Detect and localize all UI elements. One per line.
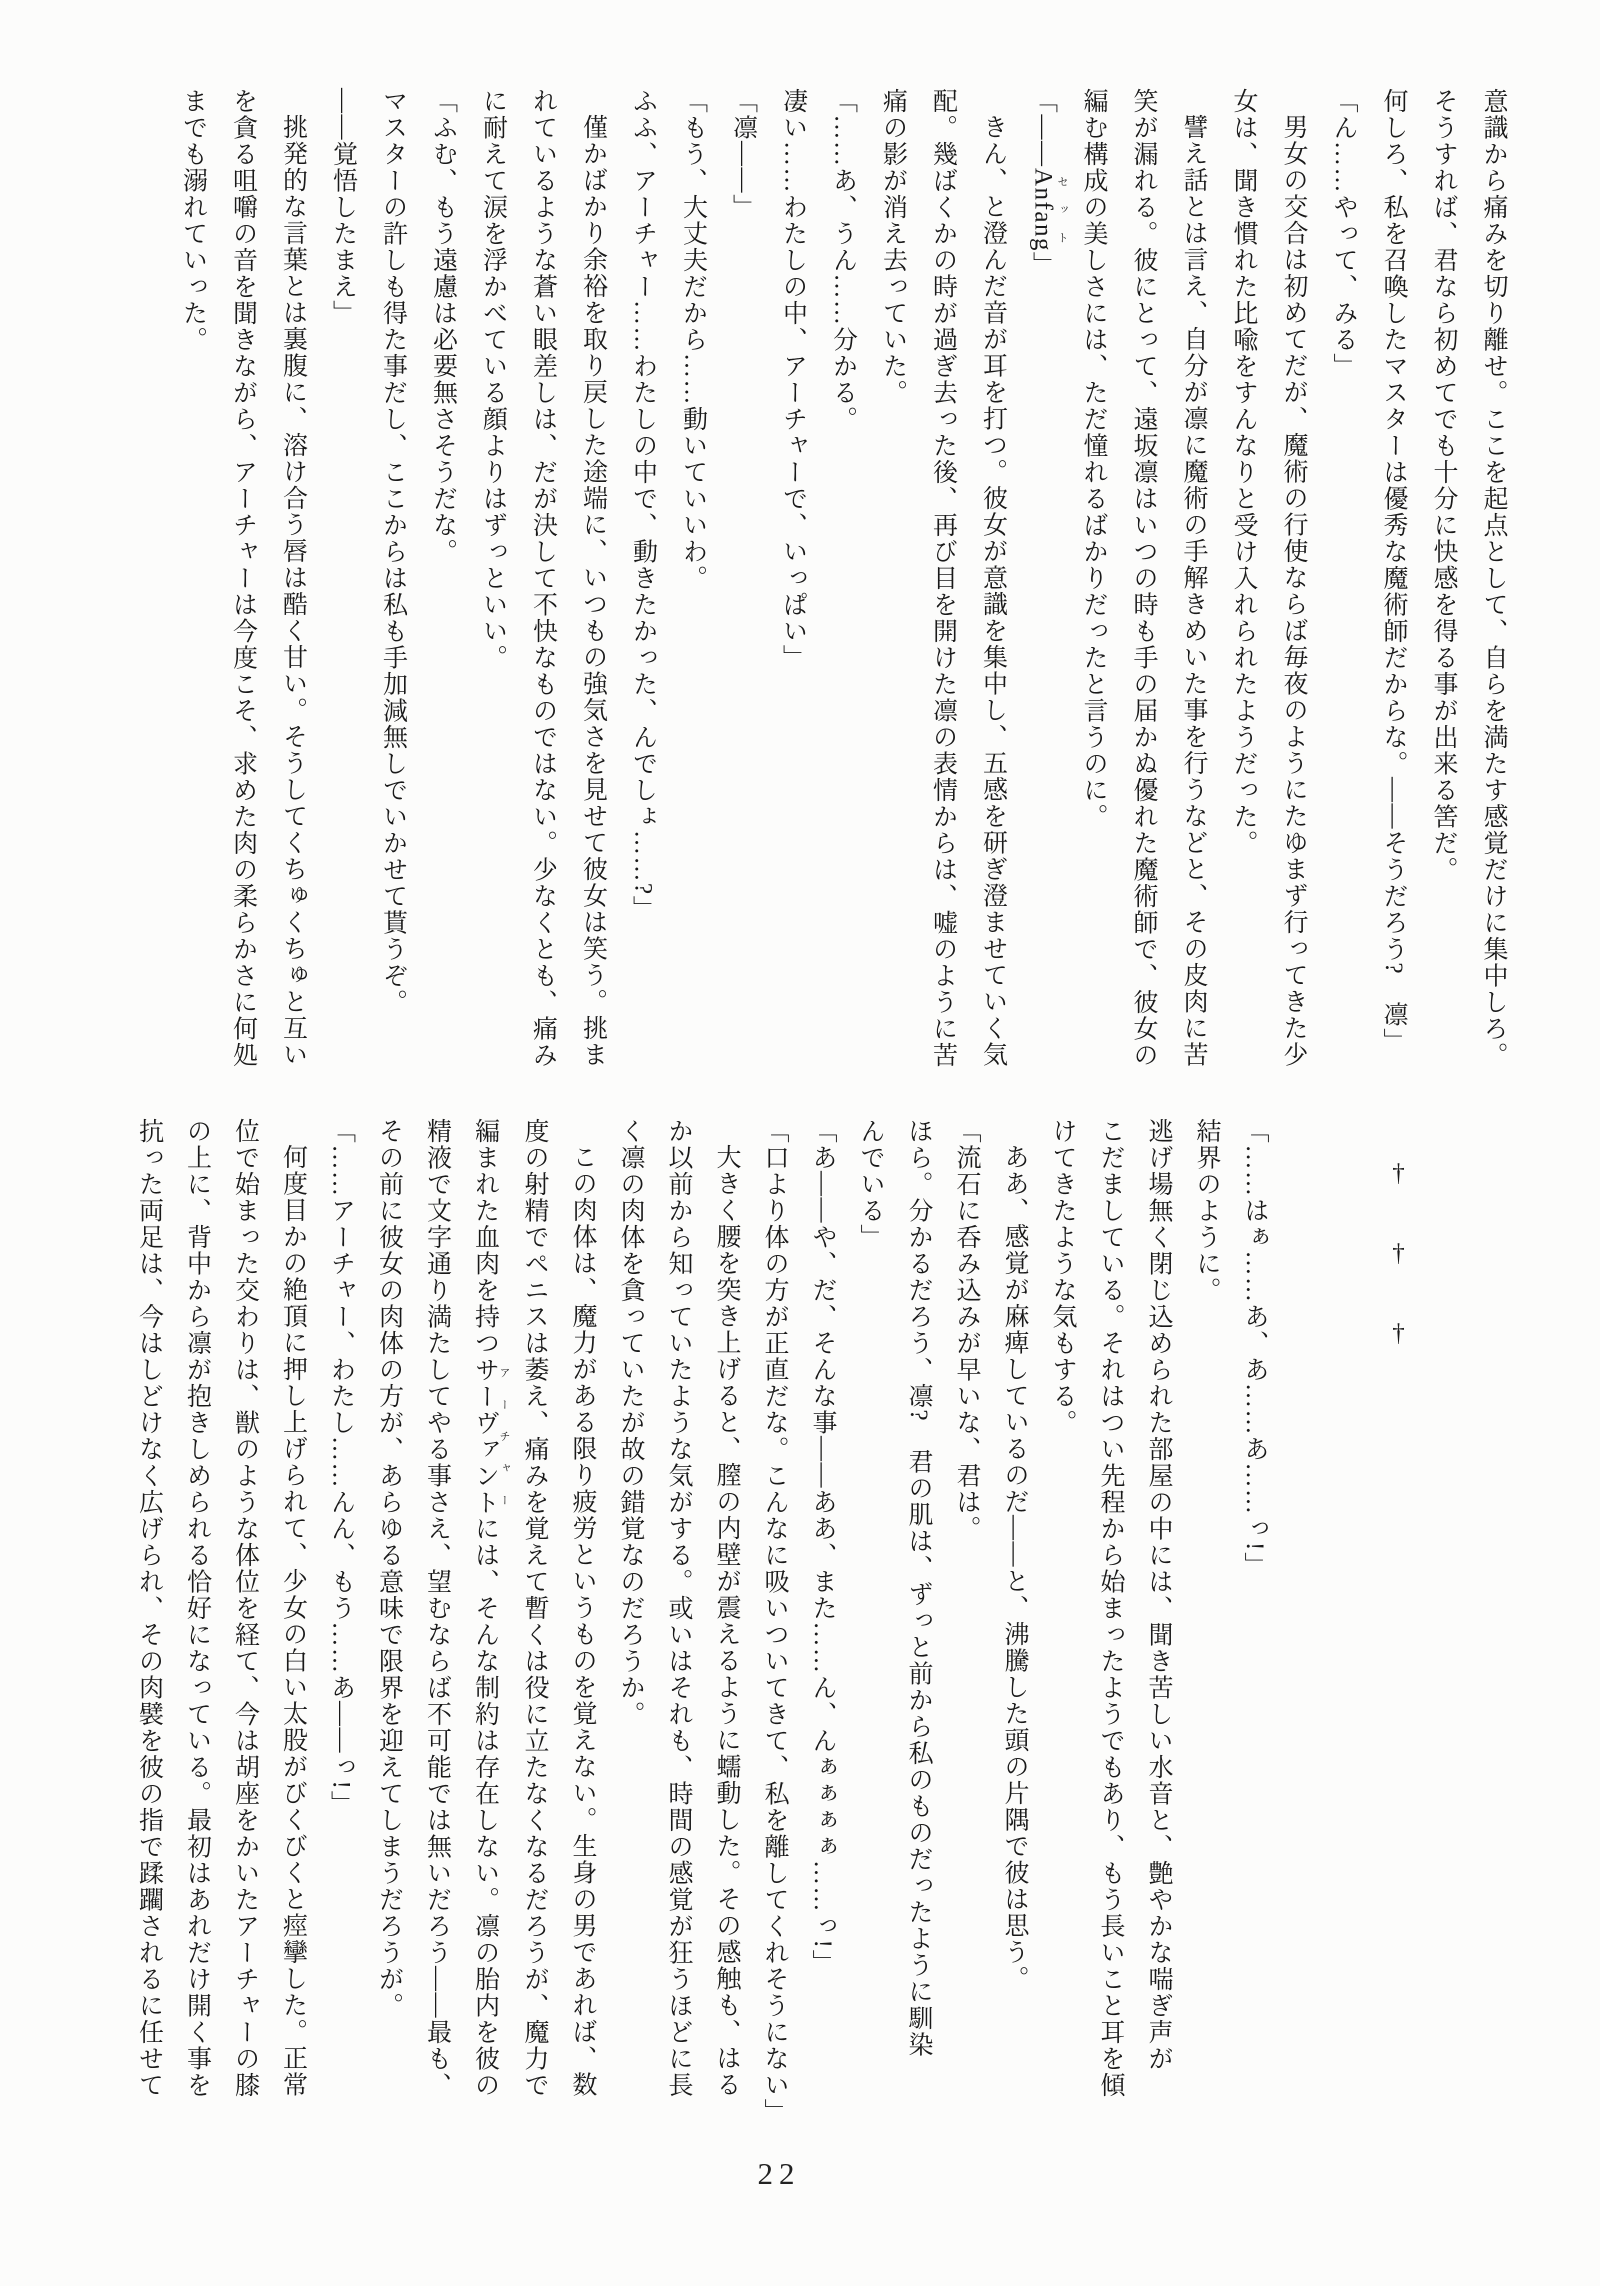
- blank-column: [1278, 1118, 1326, 2154]
- text-column: 笑が漏れる。彼にとって、遠坂凛はいつの時も手の届かぬ優れた魔術師で、彼女の: [1130, 88, 1157, 1069]
- text-column: を貪る咀嚼の音を聞きながら、アーチャーは今度こそ、求めた肉の柔らかさに何処: [229, 88, 257, 1069]
- text-column: きん、と澄んだ音が耳を打つ。彼女が意識を集中し、五感を研ぎ澄ませていく気: [979, 114, 1007, 1068]
- blank-column: [1326, 1118, 1374, 2154]
- text-column: そうすれば、君なら初めてでも十分に快感を得る事が出来る筈だ。: [1430, 88, 1457, 883]
- text-column: ほら。分かるだろう、凛? 君の肌は、ずっと前から私のものだったように馴染: [905, 1118, 932, 2059]
- text-column: 男女の交合は初めてだが、魔術の行使ならば毎夜のようにたゆまず行ってきた少: [1280, 114, 1307, 1068]
- text-column: 度の射精でペニスは萎え、痛みを覚えて暫くは役に立たなくなるだろうが、魔力で: [521, 1118, 548, 2099]
- text-column: マスターの許しも得た事だし、ここからは私も手加減無しでいかせて貰うぞ。: [379, 88, 407, 1016]
- text-column: 配。幾ばくかの時が過ぎ去った後、再び目を開けた凛の表情からは、嘘のように苦: [929, 88, 957, 1069]
- text-column: 「もう、大丈夫だから……動いていいわ。: [679, 88, 707, 592]
- text-block-top: [168, 88, 1519, 1068]
- text-column: の上に、背中から凛が抱きしめられる恰好になっている。最初はあれだけ開く事を: [183, 1118, 211, 2099]
- text-column: 「流石に呑み込みが早いな、君は。: [953, 1118, 980, 1542]
- text-column: 編まれた血肉を持つサーヴァント アーチャーには、そんな制約は存在しない。凛の胎内を彼の: [471, 1118, 510, 2099]
- text-column: この肉体は、魔力がある限り疲労というものを覚えない。生身の男であれば、数: [569, 1144, 596, 2098]
- text-column: 精液で文字通り満たしてやる事さえ、望むならば不可能では無いだろう――最も、: [423, 1118, 451, 2099]
- text-column: 何しろ、私を召喚したマスターは優秀な魔術師だからな。――そうだろう? 凛」: [1380, 88, 1407, 1055]
- text-column: んでいる」: [857, 1118, 884, 1251]
- text-column: か以前から知っていたような気がする。或いはそれも、時間の感覚が狂うほどに長: [665, 1118, 692, 2099]
- text-column: けてきたような気もする。: [1049, 1118, 1076, 1436]
- text-column: 「――Anfang セット」: [1029, 88, 1068, 278]
- text-column: に耐えて涙を浮かべている顔よりはずっといい。: [479, 88, 507, 671]
- text-column: 痛の影が消え去っていた。: [879, 88, 907, 406]
- section-separator: † † †: [1385, 1160, 1412, 1361]
- text-column: 意識から痛みを切り離せ。ここを起点として、自らを満たす感覚だけに集中しろ。: [1480, 88, 1507, 1069]
- text-column: 位で始まった交わりは、獣のような体位を経て、今は胡座をかいたアーチャーの膝: [231, 1118, 259, 2099]
- text-column: 譬え話とは言え、自分が凛に魔術の手解きめいた事を行うなどと、その皮肉に苦: [1180, 114, 1207, 1068]
- blank-column: [1470, 1118, 1518, 2154]
- text-column: ああ、感覚が麻痺しているのだ――と、沸騰した頭の片隅で彼は思う。: [1001, 1144, 1028, 1992]
- text-block-bottom: [125, 1118, 1519, 2154]
- text-column: までも溺れていった。: [179, 88, 207, 353]
- text-column: 「口より体の方が正直だな。こんなに吸いついてきて、私を離してくれそうにない」: [761, 1118, 788, 2125]
- text-column: れているような蒼い眼差しは、だが決して不快なものではない。少なくとも、痛み: [529, 88, 557, 1069]
- text-column: 「……あ、うん……分かる。: [829, 88, 857, 433]
- text-column: その前に彼女の肉体の方が、あらゆる意味で限界を迎えてしまうだろうが。: [375, 1118, 403, 2019]
- text-column: 抗った両足は、今はしどけなく広げられ、その肉襞を彼の指で蹂躙されるに任せて: [135, 1118, 163, 2099]
- blank-column: [1422, 1118, 1470, 2154]
- text-column: 大きく腰を突き上げると、膣の内壁が震えるように蠕動した。その感触も、はる: [713, 1144, 740, 2098]
- page-number: 22: [757, 2156, 801, 2191]
- text-column: 「ふむ、もう遠慮は必要無さそうだな。: [429, 88, 457, 565]
- text-column: 挑発的な言葉とは裏腹に、溶け合う唇は酷く甘い。そうしてくちゅくちゅと互い: [279, 114, 307, 1068]
- text-column: 「……アーチャー、わたし……んん、もう……あ――っ!」: [327, 1118, 355, 1817]
- text-column: 逃げ場無く閉じ込められた部屋の中には、聞き苦しい水音と、艶やかな喘ぎ声が: [1145, 1118, 1172, 2072]
- text-column: ふふ、アーチャー……わたしの中で、動きたかった、んでしょ……?」: [629, 88, 657, 923]
- text-column: 結界のように。: [1193, 1118, 1220, 1304]
- text-column: 編む構成の美しさには、ただ憧れるばかりだったと言うのに。: [1080, 88, 1107, 830]
- text-column: ――覚悟したまえ」: [329, 88, 357, 327]
- text-column: 女は、聞き慣れた比喩をすんなりと受け入れられたようだった。: [1230, 88, 1257, 857]
- text-column: 「あ――や、だ、そんな事――ああ、また……ん、んぁぁぁぁ……っ!」: [809, 1118, 836, 1976]
- text-column: く凛の肉体を貪っていたが故の錯覚なのだろうか。: [617, 1118, 644, 1728]
- text-column: 凄い……わたしの中、アーチャーで、いっぱい」: [779, 88, 807, 671]
- text-column: 何度目かの絶頂に押し上げられて、少女の白い太股がびくびくと痙攣した。正常: [279, 1144, 307, 2098]
- text-column: 「ん……やって、みる」: [1330, 88, 1357, 380]
- text-column: 僅かばかり余裕を取り戻した途端に、いつもの強気さを見せて彼女は笑う。挑ま: [579, 114, 607, 1068]
- text-column: 「……はぁ……あ、あ……あ……っ!」: [1241, 1118, 1268, 1579]
- text-column: 「凛――」: [729, 88, 757, 221]
- text-column: こだましている。それはつい先程から始まったようでもあり、もう長いこと耳を傾: [1097, 1118, 1124, 2099]
